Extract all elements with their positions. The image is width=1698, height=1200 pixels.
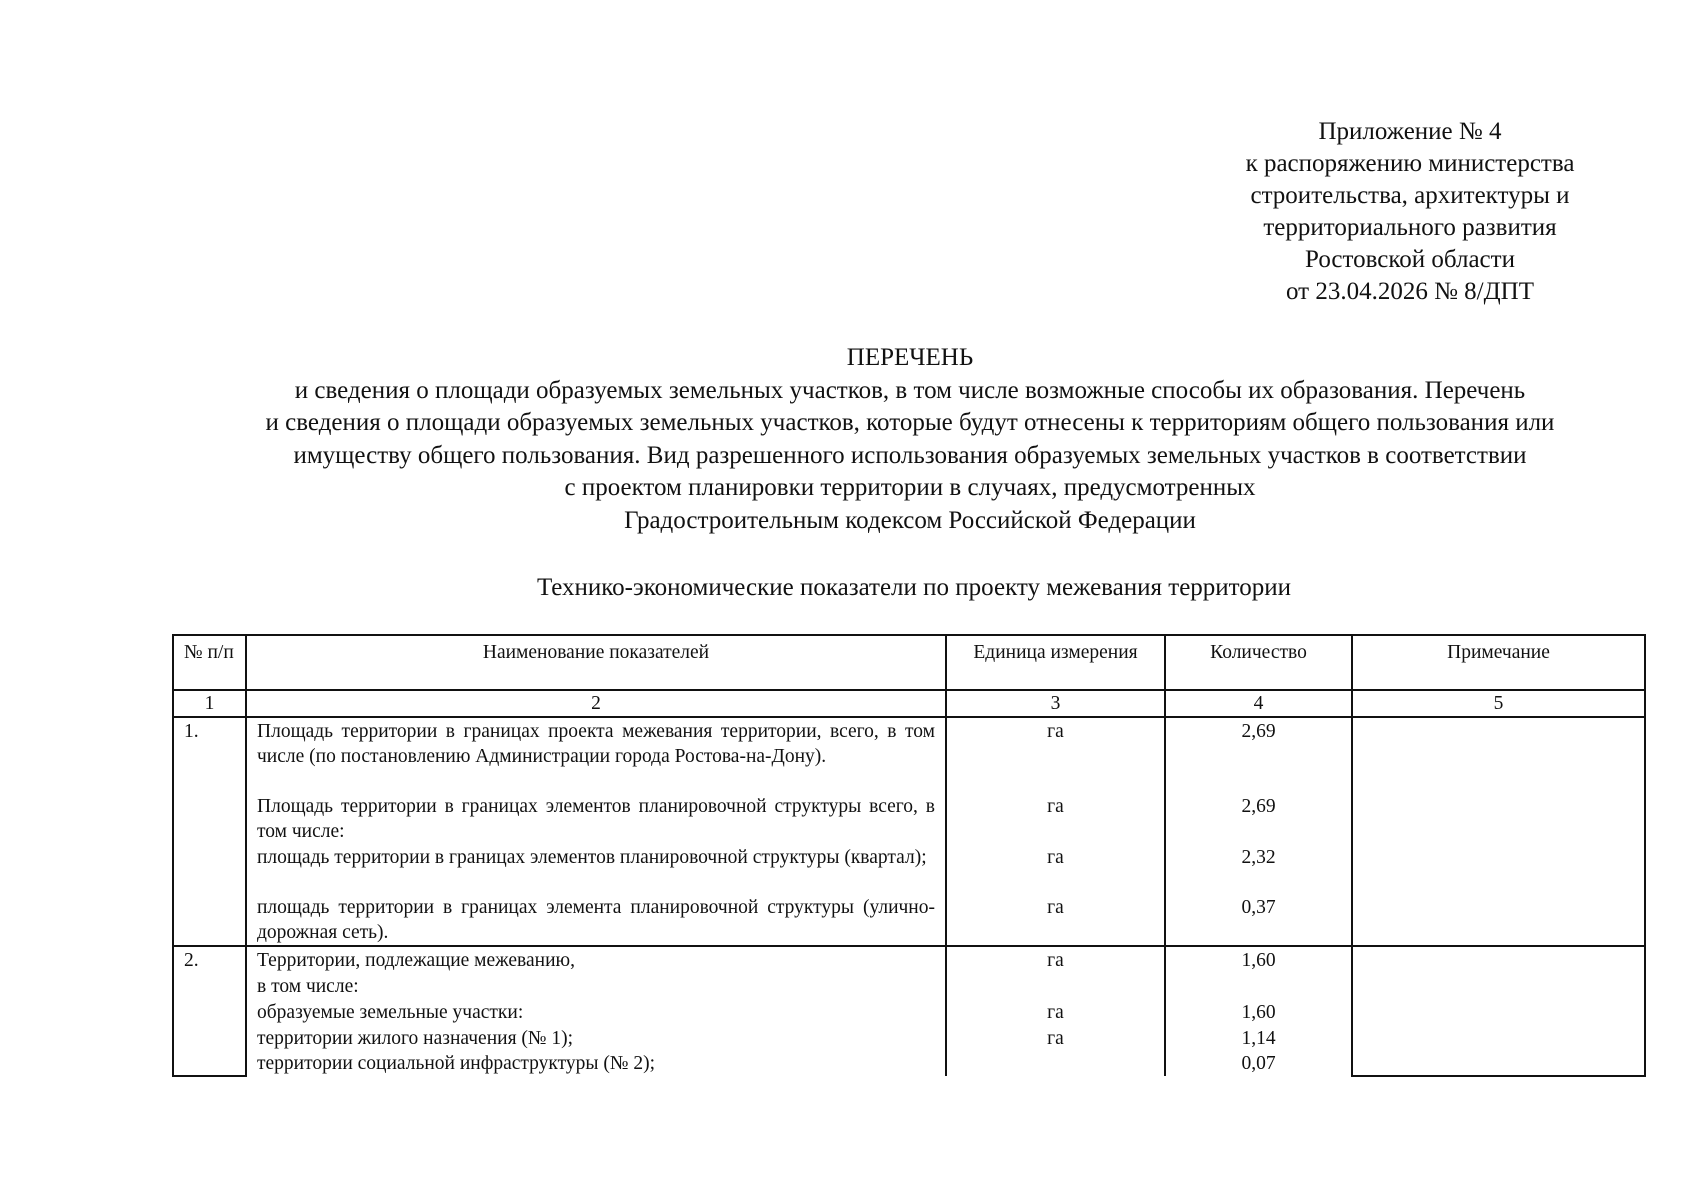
quantity-value: 1,14	[1241, 1028, 1276, 1049]
indicators-table	[172, 634, 1646, 1077]
unit-values	[946, 946, 1165, 1076]
column-number: 4	[1165, 690, 1352, 717]
table-row	[173, 717, 1645, 946]
title-line: и сведения о площади образуемых земельных участков, в том числе возможные способы их образования. Перечень	[294, 376, 1526, 404]
column-number: 5	[1352, 690, 1645, 717]
indicator-names	[246, 946, 946, 1076]
indicator-names	[246, 717, 946, 946]
header-number: № п/п	[173, 635, 246, 690]
unit-value	[957, 1051, 1154, 1076]
title-line: имуществу общего пользования. Вид разрешенного использования образуемых земельных участков в соответствии	[293, 441, 1527, 469]
indicator-name: Территории, подлежащие межеванию,	[257, 950, 575, 971]
unit-values	[946, 717, 1165, 946]
note-cell	[1352, 717, 1645, 946]
quantity-value: 0,07	[1241, 1053, 1276, 1074]
document-title	[120, 342, 1698, 537]
header-name: Наименование показателей	[246, 635, 946, 690]
quantity-value: 2,32	[1241, 847, 1276, 868]
indicator-name: Площадь территории в границах проекта межевания территории, всего, в том числе (по постановлению Администрации города Ростова-на-Дону).	[257, 721, 935, 767]
note-cell	[1352, 946, 1645, 1076]
appendix-block	[1180, 116, 1640, 308]
appendix-line: к распоряжению министерства	[1245, 150, 1575, 177]
unit-value: га	[1047, 1028, 1064, 1049]
unit-value: га	[1047, 847, 1064, 868]
title-heading: ПЕРЕЧЕНЬ	[846, 344, 974, 371]
table-row	[173, 946, 1645, 1076]
row-number: 2.	[173, 946, 246, 1076]
quantity-value: 0,37	[1241, 897, 1276, 918]
header-quantity: Количество	[1165, 635, 1352, 690]
title-line: и сведения о площади образуемых земельных участков, которые будут отнесены к территориям общего пользования или	[265, 409, 1555, 436]
quantity-value: 2,69	[1241, 721, 1276, 742]
indicator-name: территории жилого назначения (№ 1);	[257, 1028, 574, 1049]
unit-value: га	[1047, 950, 1064, 971]
title-line: Градостроительным кодексом Российской Федерации	[624, 506, 1196, 534]
column-number-row	[173, 690, 1645, 717]
indicator-name: в том числе:	[257, 976, 359, 997]
appendix-line: Ростовской области	[1305, 246, 1515, 273]
appendix-line: территориального развития	[1263, 214, 1557, 241]
unit-value: га	[1047, 897, 1064, 918]
header-unit: Единица измерения	[946, 635, 1165, 690]
indicator-name: Площадь территории в границах элементов планировочной структуры всего, в том числе:	[257, 796, 935, 842]
appendix-line: Приложение № 4	[1318, 118, 1502, 145]
unit-value	[957, 974, 1154, 1000]
table-caption: Технико-экономические показатели по проекту межевания территории	[536, 574, 1292, 601]
quantity-value: 1,60	[1241, 1002, 1276, 1023]
quantity-values	[1165, 717, 1352, 946]
quantity-value: 2,69	[1241, 796, 1276, 817]
row-number: 1.	[173, 717, 246, 946]
table-header-row	[173, 635, 1645, 690]
indicator-name: площадь территории в границах элементов планировочной структуры (квартал);	[257, 847, 927, 868]
column-number: 1	[173, 690, 246, 717]
indicator-name: территории социальной инфраструктуры (№ 2);	[257, 1053, 656, 1074]
unit-value: га	[1047, 796, 1064, 817]
header-note: Примечание	[1352, 635, 1645, 690]
column-number: 2	[246, 690, 946, 717]
quantity-values	[1165, 946, 1352, 1076]
appendix-line: от 23.04.2026 № 8/ДПТ	[1285, 278, 1535, 305]
unit-value: га	[1047, 1002, 1064, 1023]
column-number: 3	[946, 690, 1165, 717]
quantity-value	[1176, 974, 1341, 1000]
quantity-value: 1,60	[1241, 950, 1276, 971]
unit-value: га	[1047, 721, 1064, 742]
indicator-name: площадь территории в границах элемента планировочной структуры (улично-дорожная сеть).	[257, 897, 935, 943]
indicator-name: образуемые земельные участки:	[257, 1002, 524, 1023]
title-line: с проектом планировки территории в случаях, предусмотренных	[564, 474, 1256, 501]
appendix-line: строительства, архитектуры и	[1250, 182, 1570, 209]
